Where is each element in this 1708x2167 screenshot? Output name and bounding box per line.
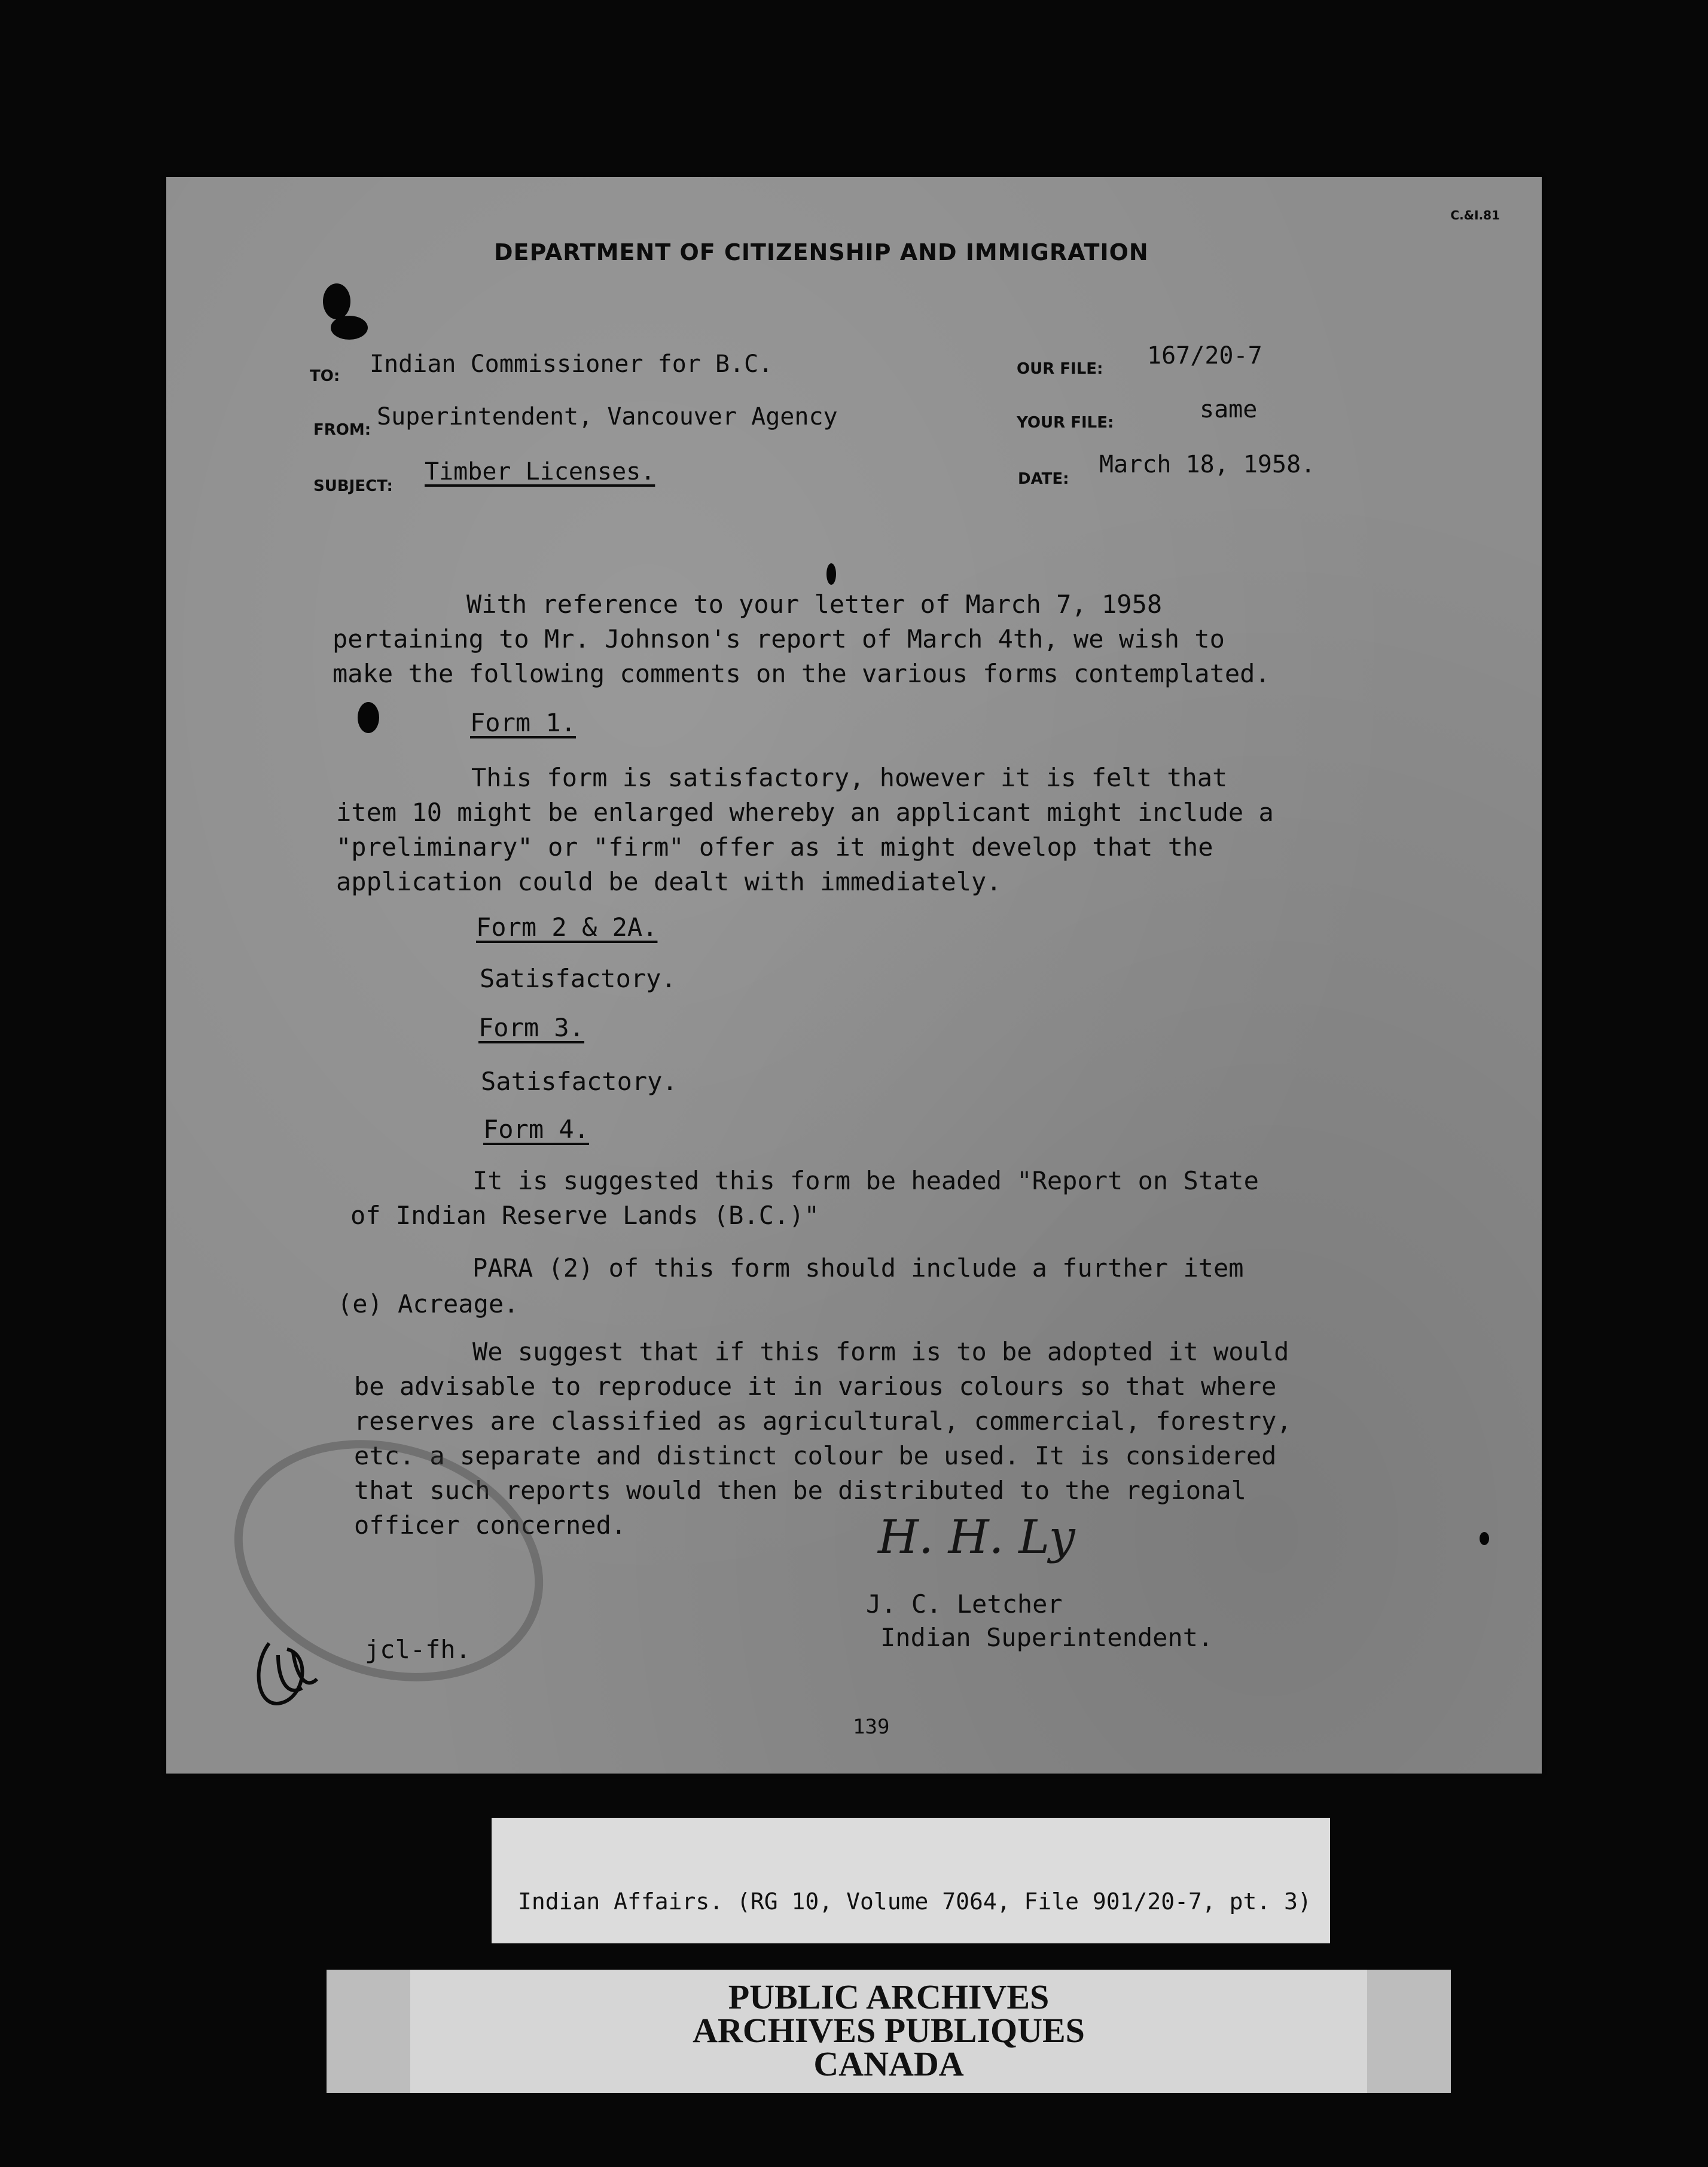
signatory-title: Indian Superintendent. <box>880 1623 1213 1652</box>
memo-page <box>166 177 1542 1774</box>
archive-reference: Indian Affairs. (RG 10, Volume 7064, File 901/20-7, pt. 3) <box>518 1888 1312 1915</box>
date-label: DATE: <box>1018 470 1069 488</box>
form3-heading: Form 3. <box>478 1013 585 1042</box>
to-value: Indian Commissioner for B.C. <box>370 350 773 378</box>
archive-stamp-line-1: PUBLIC ARCHIVES <box>728 1977 1050 2016</box>
your-file-label: YOUR FILE: <box>1017 414 1114 432</box>
ink-blot <box>1480 1532 1489 1545</box>
archive-stamp-line-2: ARCHIVES PUBLIQUES <box>693 2011 1085 2050</box>
our-file-value: 167/20-7 <box>1147 342 1262 370</box>
ink-blot <box>323 283 350 319</box>
intro-line-3: make the following comments on the various forms contemplated. <box>333 659 1270 688</box>
suggest-line-4: etc. a separate and distinct colour be used. It is considered <box>354 1441 1277 1470</box>
to-label: TO: <box>310 367 340 385</box>
form-code: C.&I.81 <box>1450 208 1500 222</box>
ink-blot <box>358 702 379 733</box>
form4-heading: Form 4. <box>483 1115 590 1144</box>
form2-text: Satisfactory. <box>480 964 676 993</box>
signature: H. H. Ly <box>878 1510 1075 1564</box>
suggest-line-6: officer concerned. <box>354 1510 627 1540</box>
form4-line-2: of Indian Reserve Lands (B.C.)" <box>350 1201 819 1230</box>
para-line-1: PARA (2) of this form should include a further item <box>472 1253 1244 1283</box>
signatory-name: J. C. Letcher <box>866 1589 1063 1619</box>
from-value: Superintendent, Vancouver Agency <box>377 403 838 431</box>
ink-blot <box>331 316 368 340</box>
intro-line-1: With reference to your letter of March 7, 1958 <box>466 590 1163 619</box>
suggest-line-5: that such reports would then be distributed to the regional <box>354 1476 1246 1505</box>
form4-line-1: It is suggested this form be headed "Report on State <box>472 1166 1259 1195</box>
form2-heading: Form 2 & 2A. <box>476 912 658 942</box>
archive-stamp <box>327 1970 1451 2093</box>
para-line-2: (e) Acreage. <box>337 1289 519 1318</box>
from-label: FROM: <box>313 421 371 439</box>
date-value: March 18, 1958. <box>1099 451 1316 478</box>
suggest-line-3: reserves are classified as agricultural, commercial, forestry, <box>354 1406 1292 1436</box>
your-file-value: same <box>1200 396 1258 423</box>
ink-blot <box>826 563 836 585</box>
intro-line-2: pertaining to Mr. Johnson's report of March 4th, we wish to <box>333 624 1225 654</box>
suggest-line-2: be advisable to reproduce it in various colours so that where <box>354 1372 1277 1401</box>
subject-value: Timber Licenses. <box>425 458 655 486</box>
our-file-label: OUR FILE: <box>1017 360 1103 378</box>
archive-reference-label <box>492 1818 1330 1943</box>
form1-line-1: This form is satisfactory, however it is felt that <box>471 763 1228 792</box>
archive-stamp-line-3: CANADA <box>813 2044 964 2083</box>
form3-text: Satisfactory. <box>481 1067 678 1096</box>
form1-line-3: "preliminary" or "firm" offer as it might develop that the <box>336 832 1213 862</box>
handwritten-mark <box>245 1631 329 1721</box>
form1-heading: Form 1. <box>470 708 577 737</box>
page-mark: 139 <box>853 1715 890 1739</box>
form1-line-4: application could be dealt with immediately. <box>336 867 1002 896</box>
form1-line-2: item 10 might be enlarged whereby an applicant might include a <box>336 798 1274 827</box>
suggest-line-1: We suggest that if this form is to be adopted it would <box>472 1337 1289 1366</box>
typist-initials: jcl-fh. <box>365 1635 471 1664</box>
department-heading: DEPARTMENT OF CITIZENSHIP AND IMMIGRATION <box>494 239 1149 265</box>
subject-label: SUBJECT: <box>313 477 393 495</box>
